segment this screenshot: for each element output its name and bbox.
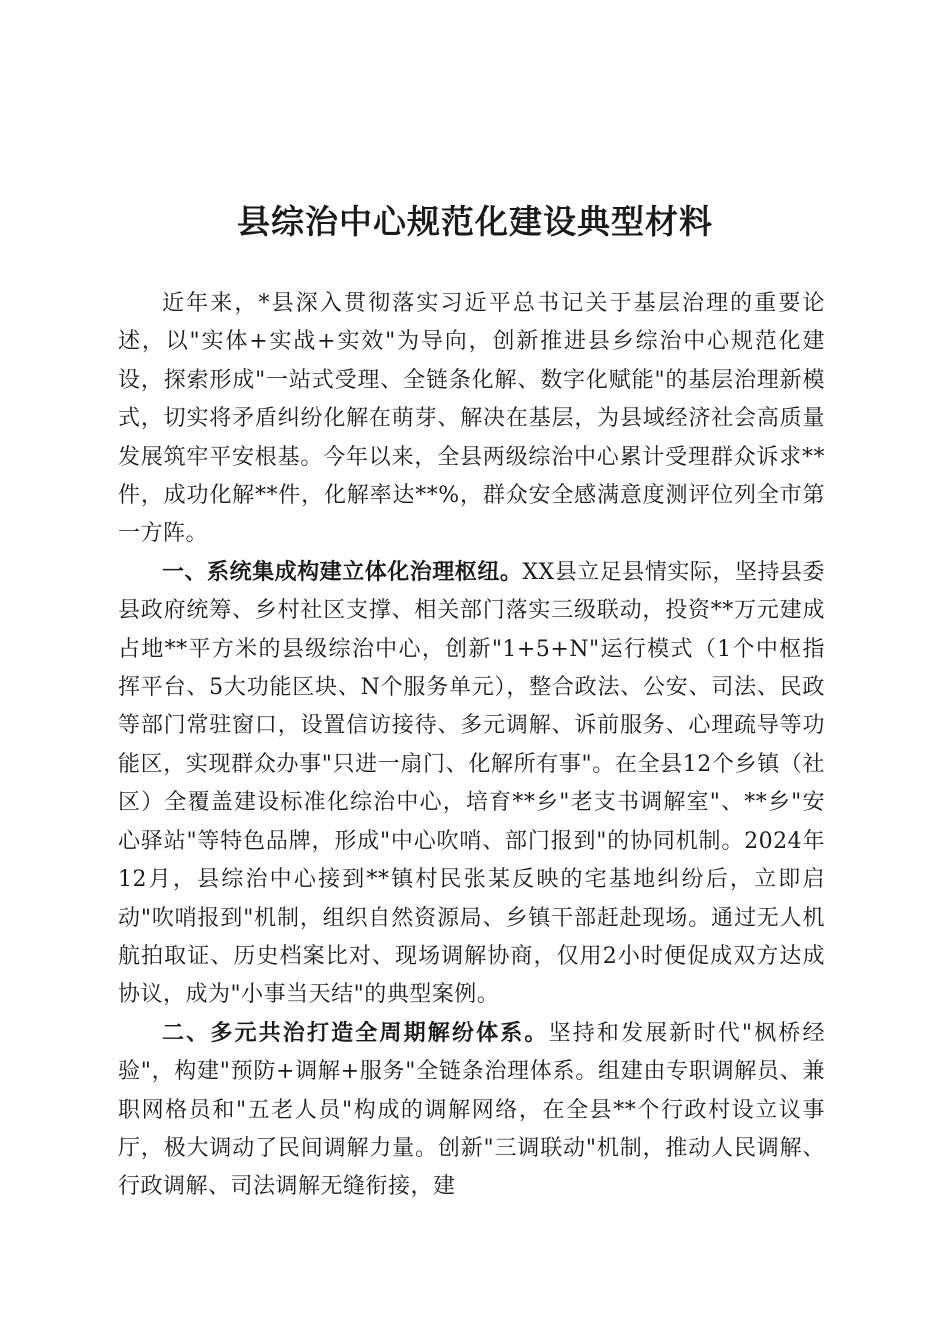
- section-1-heading: 一、系统集成构建立体化治理枢纽。: [162, 559, 523, 585]
- document-title: 县综治中心规范化建设典型材料: [237, 202, 713, 241]
- section-2-text: 坚持和发展新时代"枫桥经验"，构建"预防+调解+服务"全链条治理体系。组建由专职调解员、兼职网格员和"五老人员"构成的调解网络，在全县**个行政村设立议事厅，极大调动了民间调解力量。创新"三调联动"机制，推动人民调解、行政调解、司法调解无缝衔接，建: [118, 1020, 825, 1200]
- section-2-heading: 二、多元共治打造全周期解纷体系。: [162, 1020, 549, 1046]
- paragraph-intro: [118, 285, 825, 554]
- paragraph-intro-text: 近年来，*县深入贯彻落实习近平总书记关于基层治理的重要论述，以"实体+实战+实效"为导向，创新推进县乡综治中心规范化建设，探索形成"一站式受理、全链条化解、数字化赋能"的基层治理新模式，切实将矛盾纠纷化解在萌芽、解决在基层，为县域经济社会高质量发展筑牢平安根基。今年以来，全县两级综治中心累计受理群众诉求**件，成功化解**件，化解率达**%，群众安全感满意度测评位列全市第一方阵。: [118, 291, 825, 547]
- paragraph-section-1: [118, 554, 825, 1015]
- document-body: [118, 285, 825, 1207]
- section-1-text: XX县立足县情实际，坚持县委县政府统筹、乡村社区支撑、相关部门落实三级联动，投资**万元建成占地**平方米的县级综治中心，创新"1+5+N"运行模式（1个中枢指挥平台、5大功能区块、N个服务单元），整合政法、公安、司法、民政等部门常驻窗口，设置信访接待、多元调解、诉前服务、心理疏导等功能区，实现群众办事"只进一扇门、化解所有事"。在全县12个乡镇（社区）全覆盖建设标准化综治中心，培育**乡"老支书调解室"、**乡"安心驿站"等特色品牌，形成"中心吹哨、部门报到"的协同机制。2024年12月，县综治中心接到**镇村民张某反映的宅基地纠纷后，立即启动"吹哨报到"机制，组织自然资源局、乡镇干部赶赴现场。通过无人机航拍取证、历史档案比对、现场调解协商，仅用2小时便促成双方达成协议，成为"小事当天结"的典型案例。: [118, 559, 825, 1008]
- paragraph-section-2: [118, 1015, 825, 1207]
